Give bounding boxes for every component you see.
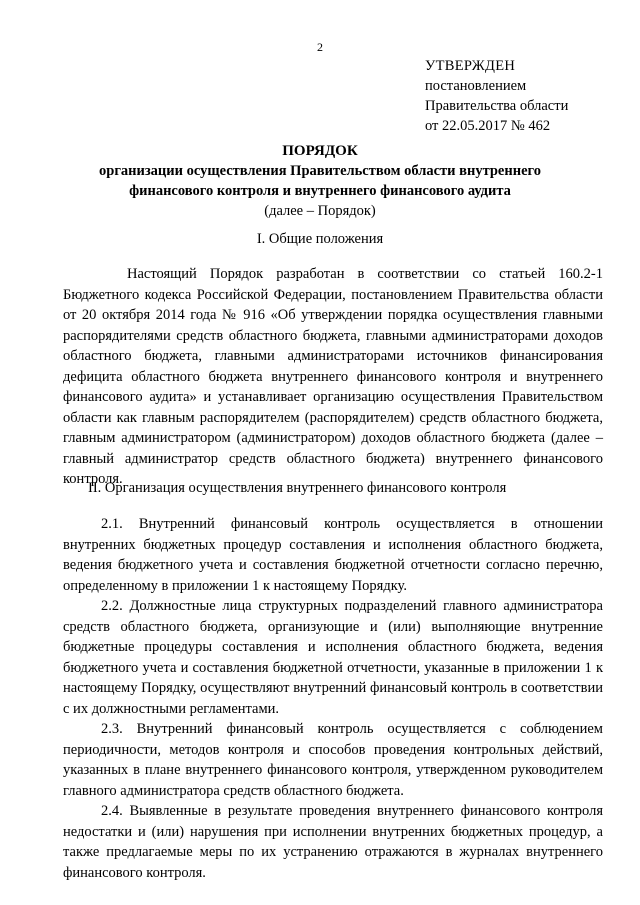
section-organization-body — [63, 514, 603, 883]
approval-title: УТВЕРЖДЕН — [425, 58, 516, 74]
page-number: 2 — [317, 40, 323, 54]
section-heading-organization: II. Организация осуществления внутреннего финансового контроля — [88, 480, 507, 496]
document-title: ПОРЯДОК — [282, 143, 358, 159]
approval-line-3: от 22.05.2017 № 462 — [425, 118, 551, 134]
paragraph-2-3: 2.3. Внутренний финансовый контроль осуществляется с соблюдением периодичности, методов контроля и способов проведения контрольных действий, указанных в плане внутреннего финансового контроля, утвержденном руководителем главного администратора средств областного бюджета. — [63, 721, 603, 799]
paragraph-2-1: 2.1. Внутренний финансовый контроль осуществляется в отношении внутренних бюджетных процедур составления и исполнения областного бюджета, ведения бюджетного учета и составления бюджетной отчетности согласно перечню, определенному в приложении 1 к настоящему Порядку. — [63, 516, 603, 594]
paragraph-2-4: 2.4. Выявленные в результате проведения внутреннего финансового контроля недостатки и (или) нарушения при исполнении внутренних бюджетных процедур, а также предлагаемые меры по их устранению отражаются в журналах внутреннего финансового контроля. — [63, 803, 603, 881]
document-subtitle-line-1: организации осуществления Правительством области внутреннего — [99, 163, 541, 179]
approval-line-2: Правительства области — [425, 98, 569, 114]
document-note: (далее – Порядок) — [264, 203, 376, 219]
approval-stamp — [425, 56, 568, 136]
document-title-block — [0, 141, 640, 221]
paragraph: Настоящий Порядок разработан в соответствии со статьей 160.2-1 Бюджетного кодекса Российской Федерации, постановлением Правительства области от 20 октября 2014 года № 916 «Об утверждении порядка осуществления главными распорядителями средств областного бюджета, главными администраторами доходов областного бюджета, главными администраторами источников финансирования дефицита областного бюджета внутреннего финансового контроля и внутреннего финансового аудита» и устанавливает организацию осуществления Правительством области как главным распорядителем (распорядителем) средств областного бюджета, главным администратором (администратором) доходов областного бюджета (далее – главный администратор средств областного бюджета) внутреннего финансового контроля. — [63, 266, 603, 487]
approval-line-1: постановлением — [425, 78, 527, 94]
paragraph-2-2: 2.2. Должностные лица структурных подразделений главного администратора средств областного бюджета, организующие и (или) выполняющие внутренние бюджетные процедуры составления и исполнения областного бюджета, ведения бюджетного учета и составления бюджетной отчетности, указанные в приложении 1 к настоящему Порядку, осуществляют внутренний финансовый контроль в соответствии с их должностными регламентами. — [63, 598, 603, 717]
section-general-body — [63, 264, 603, 490]
section-heading-general: I. Общие положения — [256, 231, 384, 247]
document-subtitle-line-2: финансового контроля и внутреннего финансового аудита — [129, 183, 511, 199]
